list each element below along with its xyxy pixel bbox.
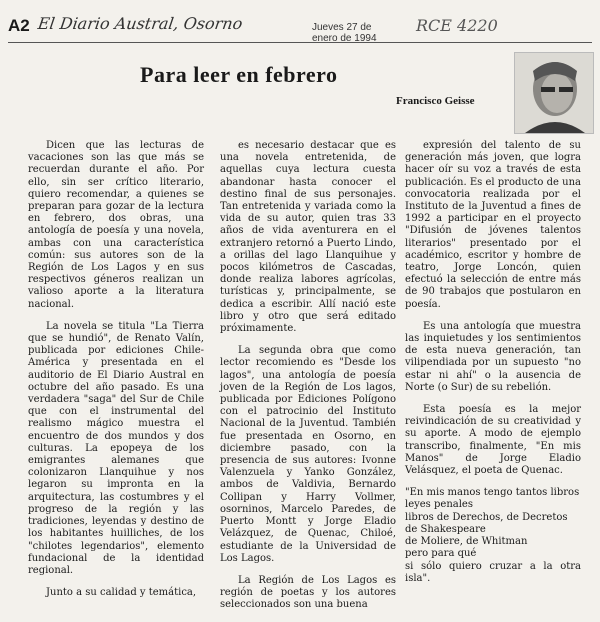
paragraph: expresión del talento de su generación más joven, que logra hacer oír su voz a través de esta publicación. Es el producto de una convocatoria realizada por el Instituto de la Juventud a fines de 1992 a participar en el proyecto "Difusión de jóvenes talentos literarios" presentado por el académico, escritor y hombre de teatro, Jorge Loncón, quien efectuó la selección de entre más de 90 trabajos que postularon en poesía. xyxy=(405,140,581,310)
poem-line: de Shakespeare xyxy=(405,523,486,535)
paragraph: La novela se titula "La Tierra que se hundió", de Renato Valín, publicada por ediciones Chile-América y presentada en el auditorio de El Diario Austral en octubre del año pasado. Es una verdadera "saga" del Sur de Chile que con el instrumental del realismo mágico muestra el encuentro de dos mundos y dos culturas. La epopeya de los emigrantes alemanes que colonizaron Llanquihue y nos legaron su impronta en la arquitectura, las costumbres y el progreso de la región y las tradiciones, leyendas y destino de los habitantes huilliches, de los "chilotes legendarios", elemento fundacional de la identidad regional. xyxy=(28,320,204,576)
article-column-3 xyxy=(405,140,581,585)
poem-line: si sólo quiero cruzar a la otra isla". xyxy=(405,560,581,584)
paragraph: es necesario destacar que es una novela entretenida, de aquellas cuya lectura cuesta abandonar hasta conocer el destino final de sus personajes. Tan entretenida y variada como la vida de su autor, quien tras 33 años de vida aventurera en el extranjero retornó a Puerto Lindo, a orillas del lago Llanquihue y pocos kilómetros de Cascadas, donde realiza labores agrícolas, turísticas y, principalmente, se dedica a escribir. Allí nació este libro y otro que será editado próximamente. xyxy=(220,140,396,335)
poem-excerpt xyxy=(405,487,581,585)
paragraph: La Región de Los Lagos es región de poetas y los autores seleccionados son una buena xyxy=(220,574,396,611)
poem-line: libros de Derechos, de Decretos xyxy=(405,511,568,523)
poem-line: pero para qué xyxy=(405,548,477,560)
poem-line: "En mis manos tengo tantos libros xyxy=(405,487,580,499)
date-line-1: Jueves 27 de xyxy=(312,22,372,33)
article-author: Francisco Geisse xyxy=(396,95,475,107)
poem-line: de Moliere, de Whitman xyxy=(405,536,528,548)
paragraph: Dicen que las lecturas de vacaciones son las que más se recuerdan durante el año. Por ello, sin ser crítico literario, quiero recomendar, a quienes se preparan para gozar de la lectura en febrero, dos obras, una antología de poesía y una novela, ambas con una característica común: sus autores son de la Región de Los Lagos y en sus respectivos géneros realizan un valioso aporte a la literatura nacional. xyxy=(28,140,204,310)
handwritten-archive-code: RCE 4220 xyxy=(416,16,498,35)
paragraph: La segunda obra que como lector recomiendo es "Desde los lagos", una antología de poesía joven de la Región de Los lagos, publicada por Ediciones Polígono con el patrocinio del Instituto Nacional de la Juventud. También fue presentada en Osorno, en diciembre pasado, con la presencia de sus autores: Ivonne Valenzuela y Yanko González, ambos de Valdivia, Bernardo Collipan y Harry Vollmer, osorninos, Marcelo Paredes, de Puerto Montt y Jorge Eladio Velázquez, de Quenac, Chiloé, estudiante de la Universidad de Los Lagos. xyxy=(220,345,396,564)
page-number: A2 xyxy=(8,16,30,35)
author-photo xyxy=(514,52,594,134)
header-divider xyxy=(8,42,592,43)
date-line-2: enero de 1994 xyxy=(312,33,377,44)
paragraph: Es una antología que muestra las inquietudes y los sentimientos de esta nueva generación, tan vilipendiada por un supuesto "no estar ni ahí" o la ausencia de Norte (o Sur) de su rebelión. xyxy=(405,320,581,393)
issue-date xyxy=(312,22,377,44)
page-header xyxy=(8,14,592,44)
poem-line: leyes penales xyxy=(405,499,473,511)
article-column-1 xyxy=(28,140,204,609)
handwritten-source-note: El Diario Austral, Osorno xyxy=(36,14,244,33)
paragraph: Esta poesía es la mejor reivindicación de su creatividad y su aporte. A modo de ejemplo transcribo, finalmente, "En mis Manos" de Jorge Eladio Velásquez, el poeta de Quenac. xyxy=(405,404,581,477)
paragraph: Junto a su calidad y temática, xyxy=(46,587,197,599)
article-column-2 xyxy=(220,140,396,622)
article-title: Para leer en febrero xyxy=(140,62,338,87)
